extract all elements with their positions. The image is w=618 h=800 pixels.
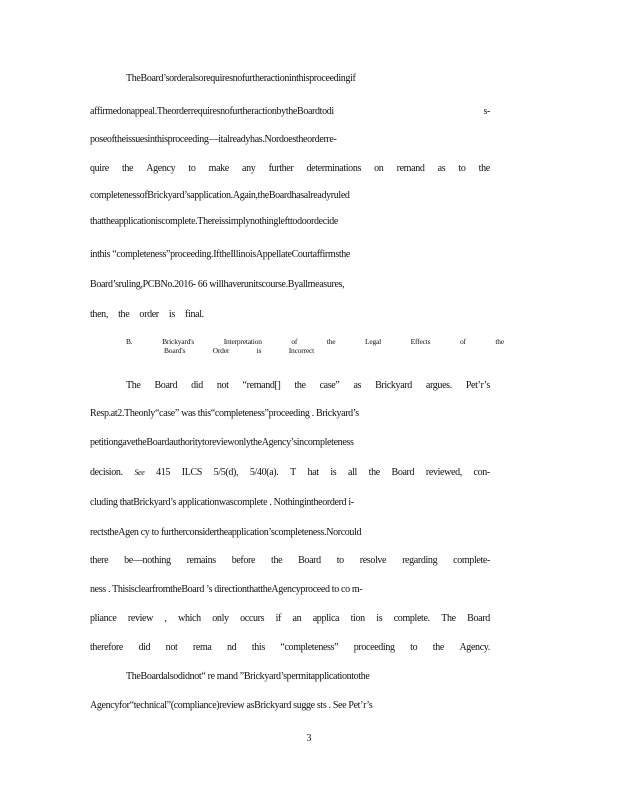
heading-word: Order xyxy=(212,346,230,355)
word: Board xyxy=(298,555,321,566)
p2-line-7 xyxy=(90,555,490,567)
word: make xyxy=(208,163,229,174)
word: to xyxy=(188,163,196,174)
p3-line-2: Agencyfor“technical”(compliance)review asBrickyard sugge sts . See Pet’r’s xyxy=(90,700,373,711)
p2-line-4 xyxy=(90,467,490,479)
section-heading xyxy=(126,337,504,355)
word: rema xyxy=(192,642,212,653)
word: further xyxy=(268,163,294,174)
word: to xyxy=(410,642,418,653)
word: which xyxy=(178,613,201,624)
word: “completeness” xyxy=(280,642,339,653)
word: is xyxy=(330,467,337,478)
p2-line-10 xyxy=(90,642,490,654)
word: the xyxy=(271,555,283,566)
word: decision. xyxy=(90,467,123,478)
word: review xyxy=(127,613,154,624)
word: complete- xyxy=(453,555,490,566)
word: there xyxy=(90,555,109,566)
page-number: 3 xyxy=(306,733,312,744)
section-heading-line-2 xyxy=(164,346,314,355)
p2-line-2: Resp.at2.Theonly“case” was this“completeness”proceeding . Brickyard’s xyxy=(90,408,359,419)
word: reviewed, xyxy=(425,467,462,478)
word: Board xyxy=(391,467,415,478)
heading-word: Effects xyxy=(410,337,431,346)
word: the xyxy=(121,163,134,174)
word: T xyxy=(290,467,296,478)
heading-word: the xyxy=(326,337,336,346)
word: ILCS xyxy=(181,467,202,478)
p1-line-6: thattheapplicationiscomplete.Thereissimplynothinglefttodoordecide xyxy=(90,216,339,227)
heading-word: Legal xyxy=(364,337,382,346)
word: if xyxy=(275,613,282,624)
word: resolve xyxy=(359,555,387,566)
heading-word: of xyxy=(291,337,298,346)
heading-word: Brickyard's xyxy=(162,337,195,346)
word: not xyxy=(216,380,229,391)
word: therefore xyxy=(90,642,123,653)
p1-line-9: then, the order is final. xyxy=(90,309,204,320)
word: not xyxy=(165,642,178,653)
heading-word: of xyxy=(459,337,466,346)
p1-line-3: poseoftheissuesinthisproceeding—italreadyhas.Nordoestheorderre- xyxy=(90,134,337,145)
word: as xyxy=(353,380,362,391)
p2-line-9 xyxy=(90,613,490,625)
p2-line-3: petitiongavetheBoardauthoritytoreviewonlytheAgency’sincompleteness xyxy=(90,437,354,448)
word: affirmedonappeal.TheorderrequiresnofurtheractionbytheBoardtodi xyxy=(90,106,334,117)
word: The xyxy=(126,380,141,391)
p1-line-7: inthis “completeness”proceeding.IftheIllinoisAppellateCourtaffirmsthe xyxy=(90,249,351,260)
word: be—nothing xyxy=(124,555,171,566)
word: 5/5(d), xyxy=(213,467,239,478)
word: did xyxy=(138,642,151,653)
word: Agency xyxy=(146,163,176,174)
word: case” xyxy=(319,380,340,391)
word: nd xyxy=(227,642,237,653)
p1-line-2 xyxy=(90,106,490,118)
word: on xyxy=(374,163,384,174)
heading-word: is xyxy=(256,346,262,355)
word: this xyxy=(251,642,265,653)
word: con- xyxy=(473,467,490,478)
word: quire xyxy=(90,163,109,174)
word: hat xyxy=(307,467,319,478)
word: the xyxy=(294,380,306,391)
p3-line-1: TheBoardalsodidnot“ re mand ”Brickyard’spermitapplicationtothe xyxy=(126,671,370,682)
word: The xyxy=(441,613,456,624)
word: 5/40(a). xyxy=(249,467,279,478)
word: Board xyxy=(467,613,490,624)
word: tion xyxy=(350,613,365,624)
heading-word: Interpretation xyxy=(223,337,262,346)
word: remains xyxy=(186,555,216,566)
p1-line-4 xyxy=(90,163,490,175)
word: an xyxy=(292,613,302,624)
word: any xyxy=(242,163,256,174)
word: the xyxy=(432,642,444,653)
word: Pet’r’s xyxy=(465,380,490,391)
heading-word: the xyxy=(495,337,504,346)
word: remand xyxy=(396,163,425,174)
p1-line-1: TheBoard’sorderalsorequiresnofurtheractioninthisproceedingif xyxy=(126,73,356,84)
p1-line-8: Board’sruling,PCBNo.2016- 66 willhaverunitscourse.Byallmeasures, xyxy=(90,279,345,290)
p2-line-5: cluding thatBrickyard’s applicationwascomplete . Nothingintheorderd i- xyxy=(90,497,354,508)
section-label: B. xyxy=(126,337,133,346)
word: determinations xyxy=(306,163,362,174)
word: did xyxy=(191,380,203,391)
word: only xyxy=(212,613,229,624)
section-heading-line-1 xyxy=(126,337,504,346)
word: applica xyxy=(312,613,340,624)
p2-line-8: ness . ThisisclearfromtheBoard ’s directionthattheAgencyproceed to co m- xyxy=(90,584,363,595)
word: as xyxy=(437,163,446,174)
word: to xyxy=(336,555,344,566)
word: , xyxy=(164,613,167,624)
heading-word: Incorrect xyxy=(288,346,314,355)
p1-line-5: completenessofBrickyard’sapplication.Again,theBoardhasalreadyruled xyxy=(90,190,350,201)
word: complete. xyxy=(393,613,430,624)
word: regarding xyxy=(402,555,438,566)
word: See xyxy=(134,468,145,477)
word: pliance xyxy=(90,613,117,624)
p2-line-6: rectstheAgen cy to furtherconsidertheapplication’scompleteness.Norcould xyxy=(90,527,362,538)
word: “remand[] xyxy=(242,380,281,391)
word: argues. xyxy=(425,380,452,391)
word: before xyxy=(231,555,256,566)
word: occurs xyxy=(240,613,265,624)
word: Board xyxy=(154,380,178,391)
word: is xyxy=(376,613,383,624)
word: Agency. xyxy=(459,642,490,653)
heading-word: Board's xyxy=(164,346,186,355)
word: the xyxy=(368,467,380,478)
p2-line-1 xyxy=(126,380,490,392)
word: proceeding xyxy=(353,642,395,653)
word: s- xyxy=(483,106,490,117)
word: all xyxy=(348,467,357,478)
word: 415 xyxy=(156,467,171,478)
word: the xyxy=(478,163,490,174)
word: Brickyard xyxy=(375,380,412,391)
word: to xyxy=(458,163,466,174)
